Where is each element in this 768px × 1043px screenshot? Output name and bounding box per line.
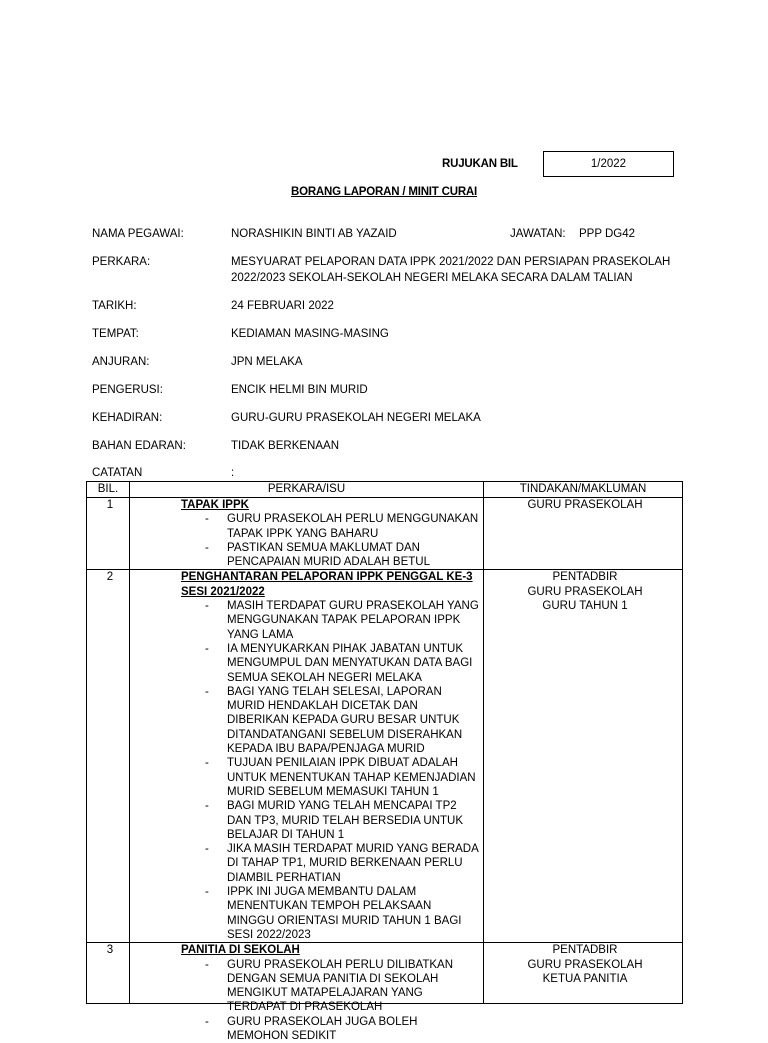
list-bullet: - [205, 799, 209, 813]
row-section-title: PANITIA DI SEKOLAH [181, 943, 483, 957]
row-item-list [134, 599, 483, 942]
list-bullet: - [205, 958, 209, 972]
table-row [87, 498, 683, 570]
row-section-title: TAPAK IPPK [181, 498, 483, 512]
tempat-value: KEDIAMAN MASING-MASING [231, 328, 389, 340]
perkara-value-line2: 2022/2023 SEKOLAH-SEKOLAH NEGERI MELAKA SECARA DALAM TALIAN [231, 272, 633, 284]
list-item: - BAGI YANG TELAH SELESAI, LAPORAN MURID HENDAKLAH DICETAK DAN DIBERIKAN KEPADA GURU BESAR UNTUK DITANDATANGANI SEBELUM DISERAHKAN KEPADA IBU BAPA/PENJAGA MURID [134, 685, 483, 756]
form-title: BORANG LAPORAN / MINIT CURAI [0, 186, 768, 198]
tindakan-line: GURU TAHUN 1 [488, 599, 682, 613]
tarikh-value: 24 FEBRUARI 2022 [231, 300, 334, 312]
list-item: - IA MENYUKARKAN PIHAK JABATAN UNTUK MENGUMPUL DAN MENYATUKAN DATA BAGI SEMUA SEKOLAH NEGERI MELAKA [134, 642, 483, 685]
pengerusi-label: PENGERUSI: [92, 384, 163, 396]
anjuran-label: ANJURAN: [92, 356, 150, 368]
row-perkara [130, 498, 484, 570]
bahan-edaran-label: BAHAN EDARAN: [92, 440, 186, 452]
perkara-value-line1: MESYUARAT PELAPORAN DATA IPPK 2021/2022 DAN PERSIAPAN PRASEKOLAH [231, 256, 670, 268]
tindakan-line: GURU PRASEKOLAH [488, 585, 682, 599]
list-bullet: - [205, 599, 209, 613]
header-bil: BIL. [87, 482, 130, 498]
list-item: - IPPK INI JUGA MEMBANTU DALAM MENENTUKAN TEMPOH PELAKSAAN MINGGU ORIENTASI MURID TAHUN 1 BAGI SESI 2022/2023 [134, 885, 483, 942]
row-section-title: PENGHANTARAN PELAPORAN IPPK PENGGAL KE-3 SESI 2021/2022 [181, 570, 481, 599]
minutes-table [86, 481, 683, 1004]
list-bullet: - [205, 642, 209, 656]
row-bil: 3 [87, 943, 130, 1004]
row-bil: 1 [87, 498, 130, 570]
table-header-row [87, 482, 683, 498]
header-perkara: PERKARA/ISU [130, 482, 484, 498]
list-item: - GURU PRASEKOLAH PERLU DILIBATKAN DENGAN SEMUA PANITIA DI SEKOLAH MENGIKUT MATAPELAJARAN YANG TERDAPAT DI PRASEKOLAH [134, 958, 483, 1015]
list-bullet: - [205, 1015, 209, 1029]
list-item: - JIKA MASIH TERDAPAT MURID YANG BERADA DI TAHAP TP1, MURID BERKENAAN PERLU DIAMBIL PERHATIAN [134, 842, 483, 885]
list-bullet: - [205, 512, 209, 526]
jawatan-label: JAWATAN: [510, 228, 566, 240]
list-item: - GURU PRASEKOLAH JUGA BOLEH MEMOHON SEDIKIT [134, 1015, 483, 1043]
pengerusi-value: ENCIK HELMI BIN MURID [231, 384, 368, 396]
tindakan-line: GURU PRASEKOLAH [488, 498, 682, 512]
list-item: - PASTIKAN SEMUA MAKLUMAT DAN PENCAPAIAN MURID ADALAH BETUL [134, 541, 483, 570]
row-tindakan [484, 498, 683, 570]
list-bullet: - [205, 685, 209, 699]
row-perkara [130, 570, 484, 943]
reference-number-box: 1/2022 [543, 151, 674, 177]
list-item: - TUJUAN PENILAIAN IPPK DIBUAT ADALAH UNTUK MENENTUKAN TAHAP KEMENJADIAN MURID SEBELUM MEMASUKI TAHUN 1 [134, 756, 483, 799]
tindakan-line: KETUA PANITIA [488, 972, 682, 986]
tempat-label: TEMPAT: [92, 328, 139, 340]
nama-pegawai-value: NORASHIKIN BINTI AB YAZAID [231, 228, 397, 240]
tarikh-label: TARIKH: [92, 300, 137, 312]
jawatan-value: PPP DG42 [579, 228, 635, 240]
tindakan-line: PENTADBIR [488, 570, 682, 584]
catatan-value: : [231, 467, 234, 479]
header-tindakan: TINDAKAN/MAKLUMAN [484, 482, 683, 498]
anjuran-value: JPN MELAKA [231, 356, 303, 368]
catatan-label: CATATAN [92, 467, 142, 479]
table-row [87, 570, 683, 943]
nama-pegawai-label: NAMA PEGAWAI: [92, 228, 184, 240]
perkara-label: PERKARA: [92, 256, 150, 268]
list-item: - MASIH TERDAPAT GURU PRASEKOLAH YANG MENGGUNAKAN TAPAK PELAPORAN IPPK YANG LAMA [134, 599, 483, 642]
list-item: - BAGI MURID YANG TELAH MENCAPAI TP2 DAN TP3, MURID TELAH BERSEDIA UNTUK BELAJAR DI TAHUN 1 [134, 799, 483, 842]
bahan-edaran-value: TIDAK BERKENAAN [231, 440, 339, 452]
list-bullet: - [205, 842, 209, 856]
table-row [87, 943, 683, 1004]
row-item-list [134, 958, 483, 1043]
row-item-list [134, 512, 483, 569]
list-bullet: - [205, 885, 209, 899]
list-bullet: - [205, 756, 209, 770]
row-tindakan [484, 570, 683, 943]
tindakan-line: GURU PRASEKOLAH [488, 958, 682, 972]
reference-label: RUJUKAN BIL [442, 158, 518, 170]
tindakan-line: PENTADBIR [488, 943, 682, 957]
row-perkara [130, 943, 484, 1004]
list-item: - GURU PRASEKOLAH PERLU MENGGUNAKAN TAPAK IPPK YANG BAHARU [134, 512, 483, 541]
row-tindakan [484, 943, 683, 1004]
list-bullet: - [205, 541, 209, 555]
kehadiran-label: KEHADIRAN: [92, 412, 162, 424]
row-bil: 2 [87, 570, 130, 943]
kehadiran-value: GURU-GURU PRASEKOLAH NEGERI MELAKA [231, 412, 481, 424]
